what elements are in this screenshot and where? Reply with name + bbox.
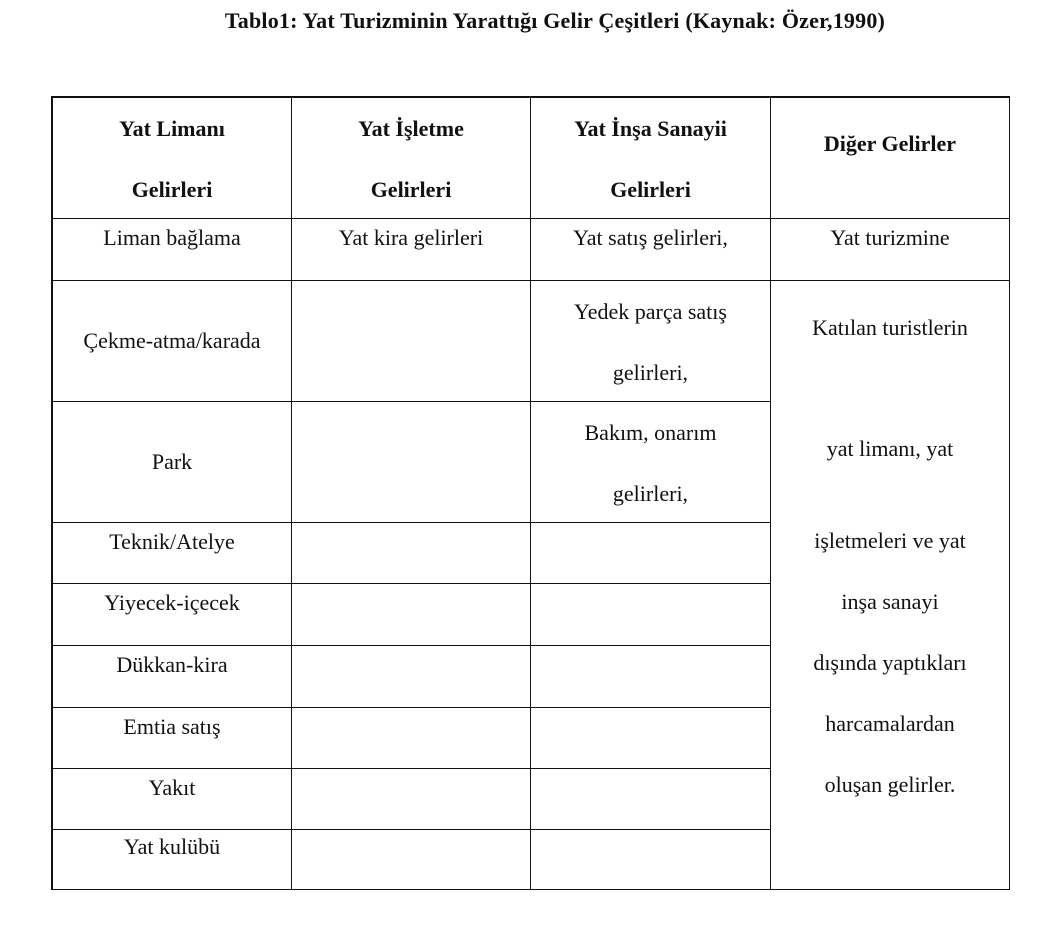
table-cell-empty xyxy=(531,769,771,830)
header-yat-isletme xyxy=(292,98,531,219)
table-cell: Yat kira gelirleri xyxy=(292,219,531,281)
cell-line: dışında yaptıkları xyxy=(813,650,967,675)
table-cell: Yakıt xyxy=(53,769,292,830)
cell-line: inşa sanayi xyxy=(841,589,939,614)
header-line: Gelirleri xyxy=(370,177,452,202)
cell-line: harcamalardan xyxy=(825,711,955,736)
table-cell-empty xyxy=(531,523,771,584)
header-yat-limani xyxy=(53,98,292,219)
cell-line: Yedek parça satış xyxy=(574,299,727,324)
table-cell-empty xyxy=(292,523,531,584)
header-line: Yat Limanı xyxy=(119,116,225,141)
table-cell-empty xyxy=(292,281,531,402)
cell-text: Çekme-atma/karada xyxy=(83,328,261,353)
cell-line: yat limanı, yat xyxy=(826,436,954,461)
cell-line: Bakım, onarım xyxy=(584,420,717,445)
diger-gelirler-merged-cell xyxy=(771,281,1010,890)
table-cell: Yat kulübü xyxy=(53,830,292,890)
cell-line: gelirleri, xyxy=(612,360,689,385)
table-cell: Emtia satış xyxy=(53,708,292,769)
table-cell: Teknik/Atelye xyxy=(53,523,292,584)
table-cell: Dükkan-kira xyxy=(53,646,292,708)
table-cell: Yiyecek-içecek xyxy=(53,584,292,646)
header-line: Yat İşletme xyxy=(358,116,464,141)
cell-text: Park xyxy=(151,449,193,474)
table-cell-empty xyxy=(292,708,531,769)
table-cell-empty xyxy=(531,708,771,769)
cell-line: oluşan gelirler. xyxy=(824,772,956,797)
table-cell-empty xyxy=(292,402,531,523)
header-line: Yat İnşa Sanayii xyxy=(574,116,727,141)
table-cell: Yat turizmine xyxy=(771,219,1010,281)
table-title: Tablo1: Yat Turizminin Yarattığı Gelir Çeşitleri (Kaynak: Özer,1990) xyxy=(224,8,886,33)
table-cell: Yat satış gelirleri, xyxy=(531,219,771,281)
table-cell xyxy=(531,402,771,523)
table-cell xyxy=(53,281,292,402)
table-cell xyxy=(531,281,771,402)
cell-line: işletmeleri ve yat xyxy=(814,528,966,553)
cell-line: gelirleri, xyxy=(612,481,689,506)
table-cell-empty xyxy=(531,646,771,708)
table-cell-empty xyxy=(292,769,531,830)
table-cell-empty xyxy=(292,584,531,646)
table-cell-empty xyxy=(292,646,531,708)
table-cell xyxy=(53,402,292,523)
cell-line: Katılan turistlerin xyxy=(812,315,968,340)
table-cell-empty xyxy=(292,830,531,890)
table-cell-empty xyxy=(531,830,771,890)
table-cell-empty xyxy=(531,584,771,646)
table-cell: Liman bağlama xyxy=(53,219,292,281)
header-diger-gelirler: Diğer Gelirler xyxy=(771,98,1010,219)
revenue-table xyxy=(51,96,1010,890)
header-line: Gelirleri xyxy=(131,177,213,202)
header-line: Gelirleri xyxy=(610,177,691,202)
header-yat-insa-sanayii xyxy=(531,98,771,219)
